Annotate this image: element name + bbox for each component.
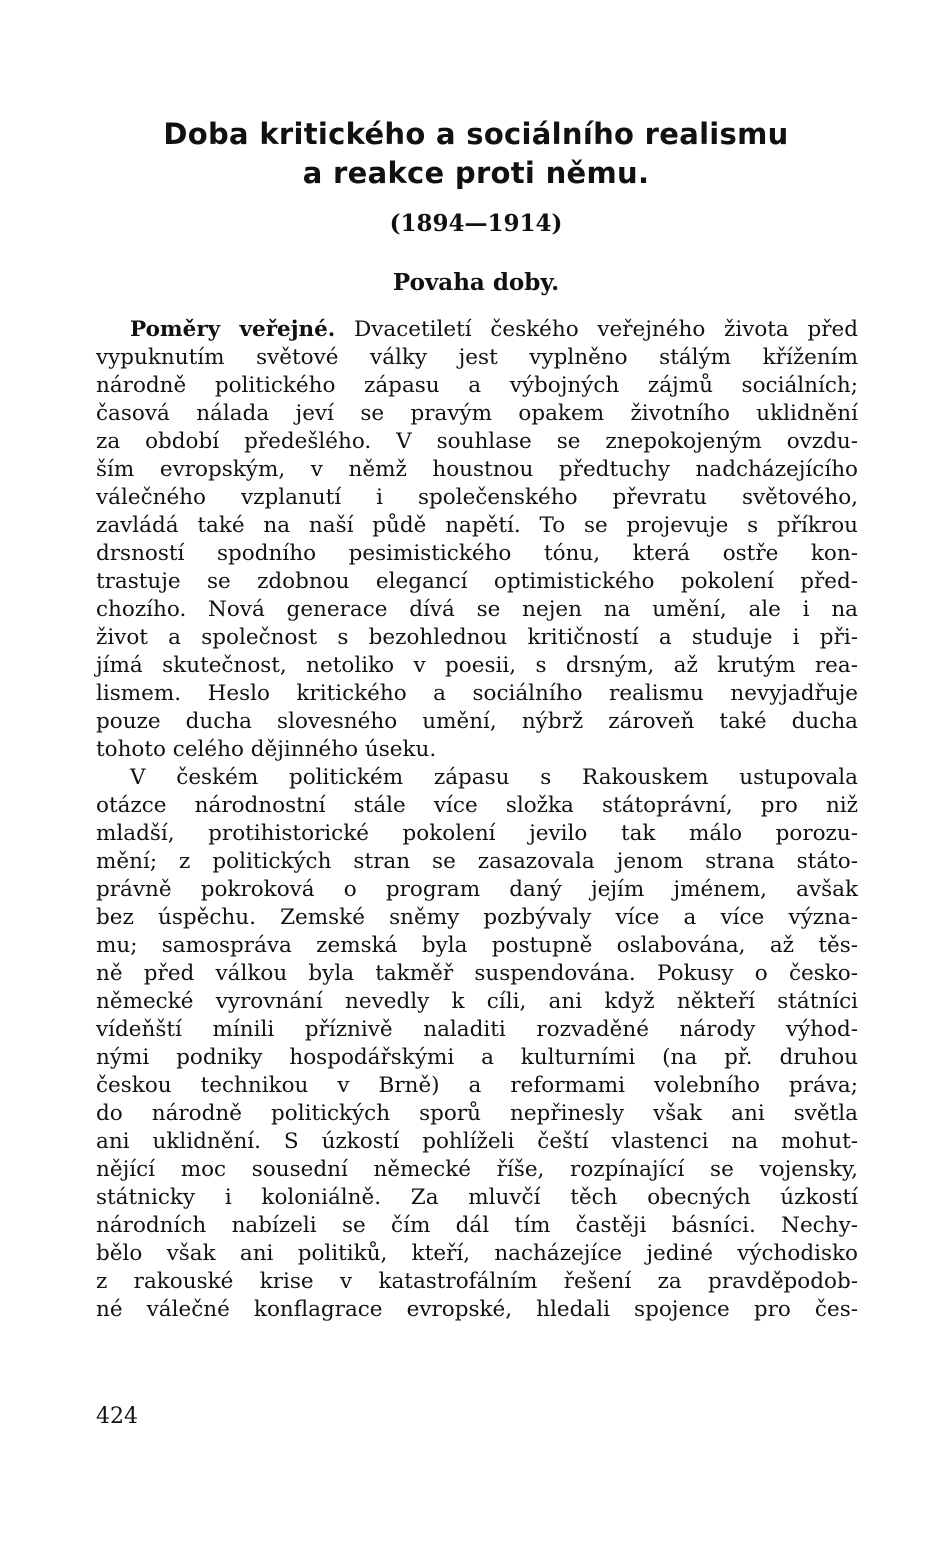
paragraph-2-line: bělo však ani politiků, kteří, nacházejíce jediné východisko [96, 1241, 858, 1266]
paragraph-1-line: za období předešlého. V souhlase se znepokojeným ovzdu- [96, 429, 858, 454]
page-number: 424 [96, 1404, 138, 1429]
paragraph-2-line: vídeňští mínili příznivě naladiti rozvaděné národy výhod- [96, 1017, 858, 1042]
paragraph-2-line: nými podniky hospodářskými a kulturními (na př. druhou [96, 1045, 858, 1070]
paragraph-2-line: né válečné konflagrace evropské, hledali spojence pro čes- [96, 1297, 858, 1322]
paragraph-1-line: časová nálada jeví se pravým opakem životního uklidnění [96, 401, 858, 426]
paragraph-2-line: ně před válkou byla takměř suspendována. Pokusy o česko- [96, 961, 858, 986]
paragraph-1-line-text: Dvacetiletí českého veřejného života před [335, 317, 858, 342]
paragraph-2-line: českou technikou v Brně) a reformami volebního práva; [96, 1073, 858, 1098]
paragraph-2-line: ani uklidnění. S úzkostí pohlíželi čeští vlastenci na mohut- [96, 1129, 858, 1154]
paragraph-1-line: trastuje se zdobnou elegancí optimistického pokolení před- [96, 569, 858, 594]
paragraph-2-line: V českém politickém zápasu s Rakouskem ustupovala [130, 765, 858, 790]
paragraph-2-line: nějící moc sousední německé říše, rozpínající se vojensky, [96, 1157, 858, 1182]
paragraph-1-line: pouze ducha slovesného umění, nýbrž zároveň také ducha [96, 709, 858, 734]
paragraph-2-line: německé vyrovnání nevedly k cíli, ani když někteří státníci [96, 989, 858, 1014]
paragraph-2-line: právně pokroková o program daný jejím jménem, avšak [96, 877, 858, 902]
paragraph-2-line: z rakouské krise v katastrofálním řešení za pravděpodob- [96, 1269, 858, 1294]
paragraph-2-line: mladší, protihistorické pokolení jevilo tak málo porozu- [96, 821, 858, 846]
paragraph-1-lead: Poměry veřejné. [130, 317, 336, 342]
chapter-title-line-2: a reakce proti němu. [302, 156, 650, 190]
paragraph-1-line: tohoto celého dějinného úseku. [96, 737, 437, 762]
paragraph-2-line: národních nabízeli se čím dál tím častěji básníci. Nechy- [96, 1213, 858, 1238]
paragraph-1-line: válečného vzplanutí i společenského převratu světového, [96, 485, 858, 510]
paragraph-2-line: mění; z politických stran se zasazovala jenom strana státo- [96, 849, 858, 874]
paragraph-2-line: otázce národnostní stále více složka státoprávní, pro niž [96, 793, 858, 818]
chapter-title-line-1: Doba kritického a sociálního realismu [163, 117, 789, 151]
paragraph-1-line: národně politického zápasu a výbojných zájmů sociálních; [96, 373, 858, 398]
paragraph-1-line: zavládá také na naší půdě napětí. To se projevuje s příkrou [96, 513, 858, 538]
paragraph-2-line: mu; samospráva zemská byla postupně oslabována, až těs- [96, 933, 858, 958]
paragraph-1-line: chozího. Nová generace dívá se nejen na umění, ale i na [96, 597, 858, 622]
paragraph-1-line [130, 316, 858, 344]
paragraph-1-line: vypuknutím světové války jest vyplněno stálým křížením [96, 345, 858, 370]
paragraph-1-line: jímá skutečnost, netoliko v poesii, s drsným, až krutým rea- [96, 653, 858, 678]
paragraph-2-line: státnicky i koloniálně. Za mluvčí těch obecných úzkostí [96, 1185, 858, 1210]
paragraph-2-line: bez úspěchu. Zemské sněmy pozbývaly více a více význa- [96, 905, 858, 930]
paragraph-1-line: ším evropským, v němž houstnou předtuchy nadcházejícího [96, 457, 858, 482]
paragraph-1-line: lismem. Heslo kritického a sociálního realismu nevyjadřuje [96, 681, 858, 706]
section-subtitle: Povaha doby. [392, 269, 560, 296]
chapter-period: (1894—1914) [389, 210, 563, 237]
paragraph-1-line: život a společnost s bezohlednou kritičností a studuje i při- [96, 625, 858, 650]
paragraph-2-line: do národně politických sporů nepřinesly však ani světla [96, 1101, 858, 1126]
paragraph-1-line: drsností spodního pesimistického tónu, která ostře kon- [96, 541, 858, 566]
